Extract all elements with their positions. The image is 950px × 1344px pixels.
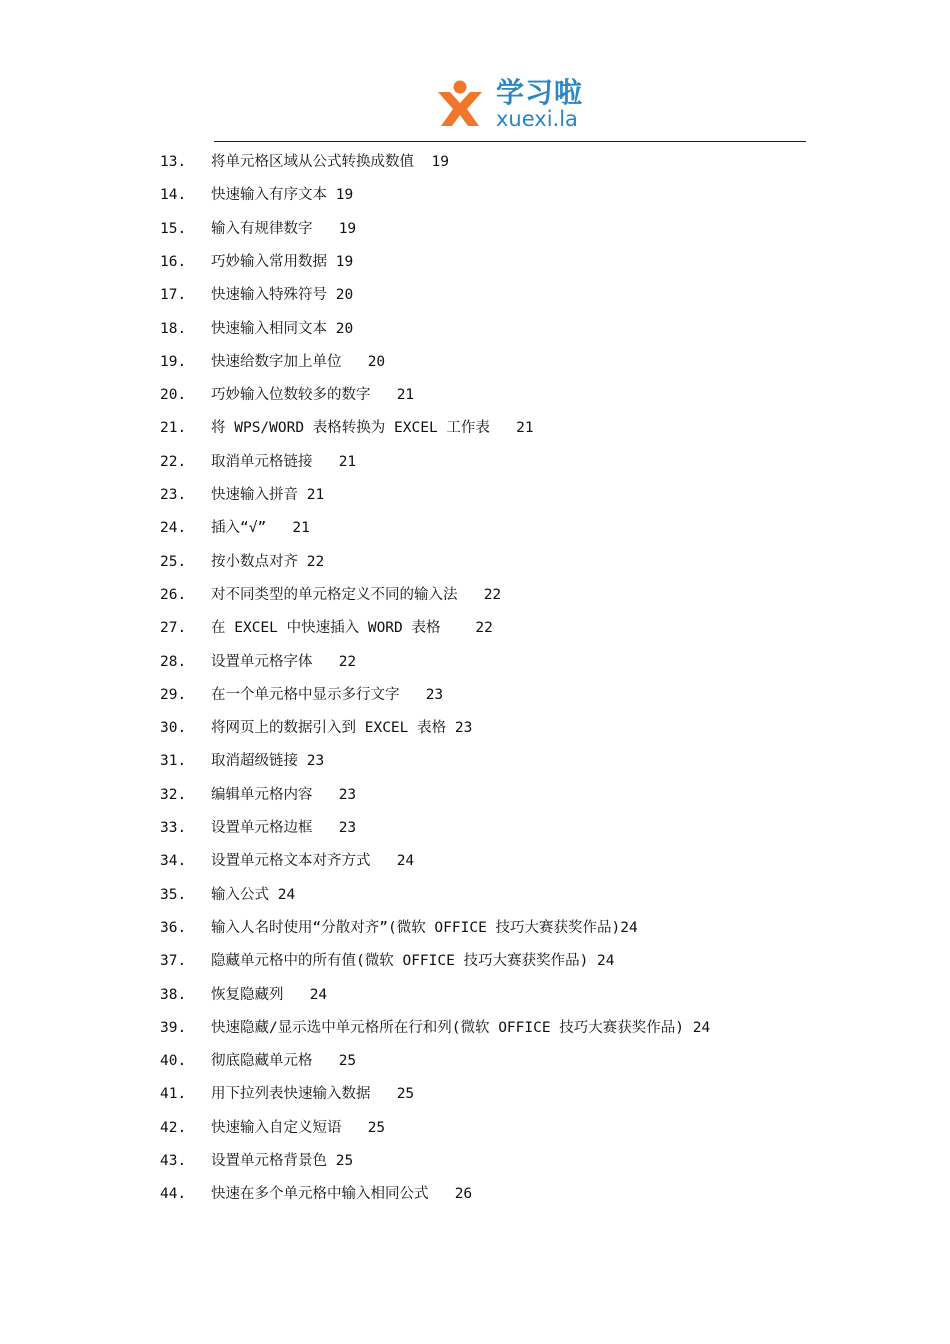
toc-entry-number: 17. (160, 287, 187, 304)
toc-entry-title: 快速输入特殊符号 20 (211, 287, 354, 304)
person-star-logo-icon (434, 78, 486, 130)
toc-entry-number: 38. (160, 986, 187, 1003)
toc-entry-number: 26. (160, 586, 187, 603)
toc-entry-number: 43. (160, 1153, 187, 1169)
toc-entry-title: 快速输入拼音 21 (211, 487, 325, 503)
toc-entry-number: 29. (160, 686, 187, 703)
toc-entry-number: 39. (160, 1019, 187, 1036)
toc-entry-title: 快速输入自定义短语 25 (211, 1119, 386, 1136)
toc-entry[interactable] (0, 1116, 950, 1140)
toc-entry-number: 20. (160, 387, 187, 404)
toc-entry-title: 快速在多个单元格中输入相同公式 26 (211, 1186, 473, 1203)
toc-entry-title: 隐藏单元格中的所有值(微软 OFFICE 技巧大赛获奖作品) 24 (211, 953, 615, 970)
toc-entry-title: 在 EXCEL 中快速插入 WORD 表格 22 (211, 620, 493, 637)
toc-entry-number: 16. (160, 253, 187, 270)
toc-entry[interactable] (0, 1182, 950, 1206)
toc-entry[interactable] (0, 416, 950, 440)
toc-entry-title: 输入有规律数字 19 (211, 220, 357, 237)
toc-entry[interactable] (0, 217, 950, 241)
toc-entry-number: 19. (160, 353, 187, 370)
toc-entry-title: 输入人名时使用“分散对齐”(微软 OFFICE 技巧大赛获奖作品)24 (211, 919, 638, 936)
toc-entry-title: 编辑单元格内容 23 (211, 786, 357, 803)
toc-entry-title: 取消单元格链接 21 (211, 453, 357, 470)
toc-entry-number: 23. (160, 487, 187, 503)
toc-entry[interactable] (0, 550, 950, 574)
toc-entry[interactable] (0, 716, 950, 740)
toc-entry-title: 快速输入有序文本 19 (211, 187, 354, 204)
toc-entry[interactable] (0, 616, 950, 640)
toc-entry-title: 对不同类型的单元格定义不同的输入法 22 (211, 586, 502, 603)
toc-entry-title: 插入“√” 21 (211, 520, 310, 537)
header-divider (214, 141, 806, 142)
toc-entry-number: 14. (160, 187, 187, 204)
toc-entry[interactable] (0, 150, 950, 174)
toc-entry-number: 27. (160, 620, 187, 637)
toc-entry-title: 快速输入相同文本 20 (211, 320, 354, 337)
toc-entry-number: 31. (160, 753, 187, 770)
toc-entry[interactable] (0, 916, 950, 940)
toc-entry[interactable] (0, 650, 950, 674)
toc-entry-title: 恢复隐藏列 24 (211, 986, 328, 1003)
toc-entry[interactable] (0, 317, 950, 341)
toc-entry[interactable] (0, 516, 950, 540)
toc-entry-title: 取消超级链接 23 (211, 753, 325, 770)
toc-entry-number: 44. (160, 1186, 187, 1203)
toc-entry-title: 彻底隐藏单元格 25 (211, 1053, 357, 1070)
toc-entry[interactable] (0, 1149, 950, 1173)
toc-entry[interactable] (0, 283, 950, 307)
toc-entry-title: 按小数点对齐 22 (211, 553, 325, 570)
toc-entry-number: 15. (160, 220, 187, 237)
logo-domain-text: xuexi.la (496, 107, 578, 131)
toc-entry-title: 输入公式 24 (211, 886, 296, 903)
toc-entry[interactable] (0, 749, 950, 773)
toc-entry-number: 35. (160, 886, 187, 903)
toc-entry-number: 22. (160, 453, 187, 470)
toc-entry[interactable] (0, 883, 950, 907)
toc-entry-title: 快速隐藏/显示选中单元格所在行和列(微软 OFFICE 技巧大赛获奖作品) 24 (211, 1019, 711, 1036)
toc-entry-title: 巧妙输入位数较多的数字 21 (211, 387, 415, 404)
toc-entry-title: 设置单元格边框 23 (211, 820, 357, 836)
toc-entry[interactable] (0, 983, 950, 1007)
toc-entry[interactable] (0, 683, 950, 707)
toc-entry[interactable] (0, 1016, 950, 1040)
toc-entry-number: 40. (160, 1053, 187, 1070)
toc-entry-number: 33. (160, 820, 187, 836)
toc-entry[interactable] (0, 350, 950, 374)
toc-entry-number: 41. (160, 1086, 187, 1103)
toc-entry-title: 设置单元格字体 22 (211, 653, 357, 670)
toc-entry-number: 34. (160, 853, 187, 870)
toc-entry-title: 巧妙输入常用数据 19 (211, 253, 354, 270)
toc-entry-number: 18. (160, 320, 187, 337)
toc-entry[interactable] (0, 183, 950, 207)
toc-entry-title: 设置单元格文本对齐方式 24 (211, 853, 415, 870)
page-header (0, 0, 950, 145)
toc-entry[interactable] (0, 1049, 950, 1073)
toc-entry-title: 将网页上的数据引入到 EXCEL 表格 23 (211, 720, 473, 737)
toc-entry[interactable] (0, 250, 950, 274)
toc-entry[interactable] (0, 450, 950, 474)
toc-entry-number: 21. (160, 420, 187, 437)
toc-entry-title: 在一个单元格中显示多行文字 23 (211, 686, 444, 703)
toc-entry-number: 37. (160, 953, 187, 970)
toc-entry[interactable] (0, 949, 950, 973)
toc-entry-title: 将单元格区域从公式转换成数值 19 (211, 154, 449, 170)
toc-entry[interactable] (0, 583, 950, 607)
site-logo[interactable] (434, 78, 594, 134)
toc-entry-number: 32. (160, 786, 187, 803)
toc-entry-number: 36. (160, 919, 187, 936)
toc-entry-number: 24. (160, 520, 187, 537)
toc-entry-title: 快速给数字加上单位 20 (211, 353, 386, 370)
toc-entry-number: 28. (160, 653, 187, 670)
toc-entry-number: 13. (160, 154, 187, 170)
toc-entry[interactable] (0, 849, 950, 873)
toc-entry-title: 将 WPS/WORD 表格转换为 EXCEL 工作表 21 (211, 420, 534, 437)
toc-entry-number: 25. (160, 553, 187, 570)
logo-chinese-text: 学习啦 (496, 76, 584, 109)
toc-entry[interactable] (0, 383, 950, 407)
toc-entry-title: 设置单元格背景色 25 (211, 1153, 354, 1169)
toc-entry[interactable] (0, 783, 950, 807)
toc-entry-number: 42. (160, 1119, 187, 1136)
toc-entry[interactable] (0, 483, 950, 507)
toc-entry[interactable] (0, 816, 950, 840)
toc-entry[interactable] (0, 1082, 950, 1106)
toc-entry-title: 用下拉列表快速输入数据 25 (211, 1086, 415, 1103)
toc-entry-number: 30. (160, 720, 187, 737)
